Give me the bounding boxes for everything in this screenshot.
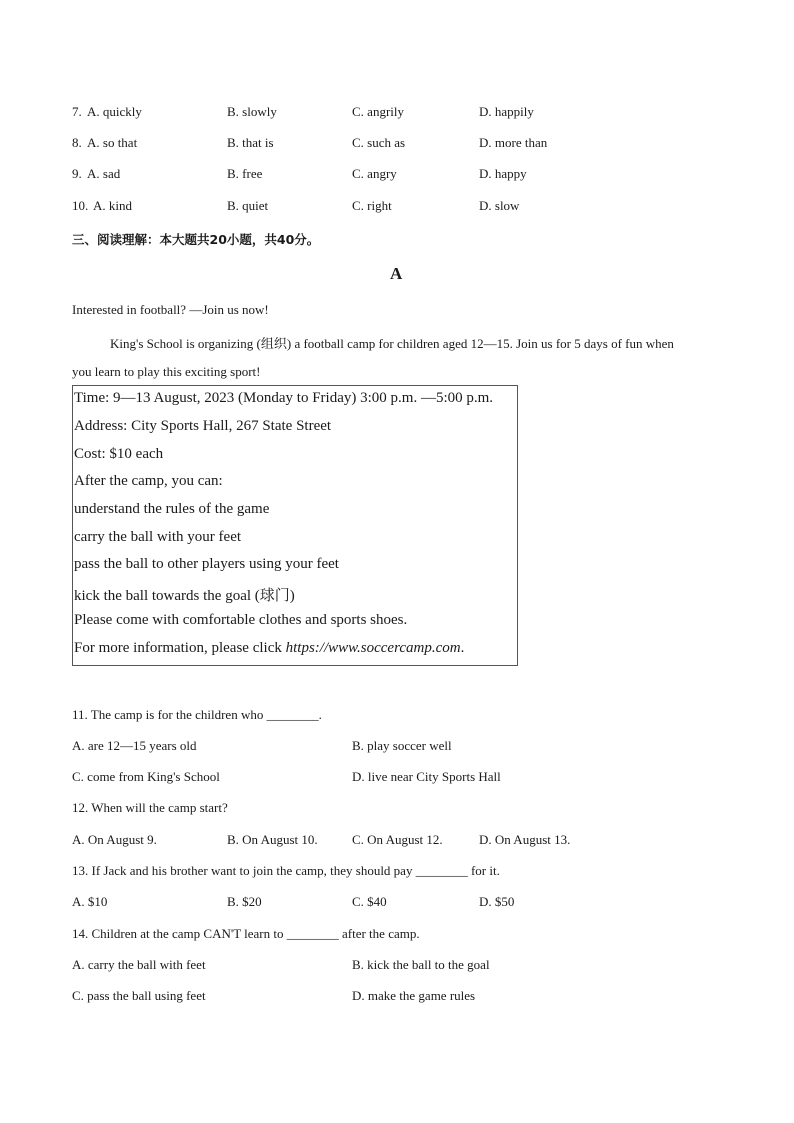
option-a: A. are 12—15 years old: [72, 738, 197, 753]
question-14-stem: 14. Children at the camp CAN'T learn to ________ after the camp.: [72, 926, 420, 941]
notice-more-info: [74, 640, 464, 657]
notice-skill-item: understand the rules of the game: [74, 501, 270, 517]
option-b: B. play soccer well: [352, 738, 452, 753]
question-12-stem: 12. When will the camp start?: [72, 800, 228, 815]
option-b: B. quiet: [227, 198, 269, 213]
question-number: 9.: [72, 166, 82, 181]
passage-intro: Interested in football? —Join us now!: [72, 302, 269, 317]
option-c: C. right: [352, 198, 392, 213]
option-b: B. $20: [227, 894, 262, 909]
option-d: D. happy: [479, 166, 527, 181]
notice-time: Time: 9—13 August, 2023 (Monday to Friday) 3:00 p.m. —5:00 p.m.: [74, 390, 494, 406]
notice-address: Address: City Sports Hall, 267 State Street: [74, 418, 332, 434]
notice-cost: Cost: $10 each: [74, 446, 164, 462]
option-c: C. pass the ball using feet: [72, 988, 206, 1003]
passage-paragraph-line2: you learn to play this exciting sport!: [72, 364, 261, 379]
option-a: A. On August 9.: [72, 832, 157, 847]
option-b: B. On August 10.: [227, 832, 318, 847]
option-d: D. $50: [479, 894, 515, 909]
option-d: D. more than: [479, 135, 548, 150]
option-c: C. such as: [352, 135, 406, 150]
notice-skill-item: carry the ball with your feet: [74, 529, 242, 545]
question-11-stem: 11. The camp is for the children who ________.: [72, 707, 322, 722]
option-a: A. sad: [87, 166, 121, 181]
notice-after-camp: After the camp, you can:: [74, 473, 223, 489]
section-heading: 三、阅读理解：本大题共20小题，共40分。: [72, 232, 320, 247]
option-d: D. On August 13.: [479, 832, 571, 847]
option-c: C. angry: [352, 166, 397, 181]
option-a: A. $10: [72, 894, 108, 909]
option-a: A. carry the ball with feet: [72, 957, 206, 972]
option-a: A. so that: [87, 135, 138, 150]
notice-clothes: Please come with comfortable clothes and sports shoes.: [74, 612, 408, 628]
question-number: 10.: [72, 198, 89, 213]
option-d: D. slow: [479, 198, 520, 213]
option-c: C. On August 12.: [352, 832, 443, 847]
notice-info-suffix: .: [460, 640, 465, 656]
passage-paragraph-line1: King's School is organizing (组织) a football camp for children aged 12—15. Join us for 5 days of fun when: [110, 336, 674, 351]
option-a: A. kind: [93, 198, 132, 213]
option-a: 7.: [72, 104, 82, 119]
option-c: C. $40: [352, 894, 387, 909]
notice-info-prefix: For more information, please click: [74, 640, 286, 656]
camp-notice-box: [72, 385, 518, 666]
question-13-stem: 13. If Jack and his brother want to join the camp, they should pay ________ for it.: [72, 863, 500, 878]
option-d: D. happily: [479, 104, 534, 119]
option-b: B. free: [227, 166, 263, 181]
notice-info-link[interactable]: https://www.soccercamp.com: [285, 640, 461, 656]
option-b: B. slowly: [227, 104, 277, 119]
option-c: C. angrily: [352, 104, 404, 119]
notice-skill-item: kick the ball towards the goal (球门): [74, 588, 295, 604]
option-d: D. make the game rules: [352, 988, 476, 1003]
option-b: B. that is: [227, 135, 274, 150]
notice-skill-item: pass the ball to other players using your feet: [74, 556, 339, 572]
option-d: D. live near City Sports Hall: [352, 769, 501, 784]
question-number: 8.: [72, 135, 82, 150]
option-a: A. quickly: [87, 104, 142, 119]
passage-title: A: [390, 264, 403, 283]
option-c: C. come from King's School: [72, 769, 220, 784]
option-b: B. kick the ball to the goal: [352, 957, 490, 972]
